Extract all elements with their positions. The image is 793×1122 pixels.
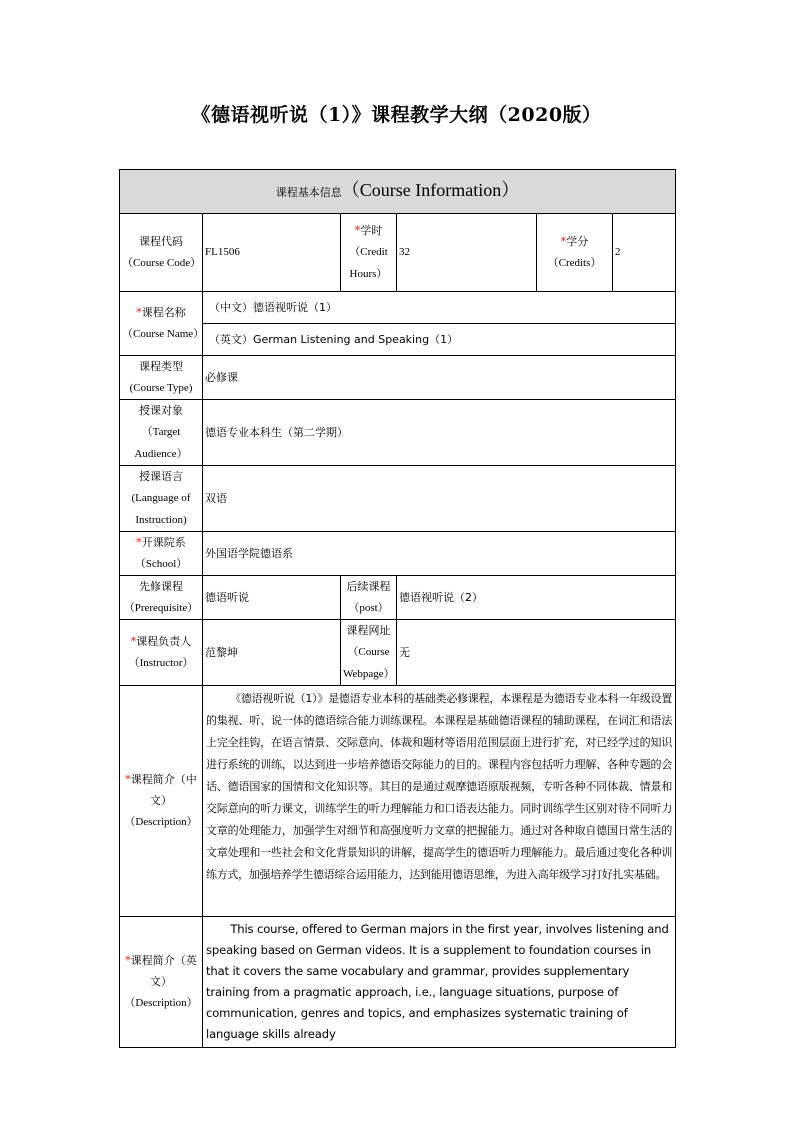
school-label: *开课院系 （School） [120, 532, 203, 576]
course-type-value: 必修课 [203, 356, 676, 400]
section-header [120, 170, 676, 214]
description-en-text: This course, offered to German majors in the first year, involves listening and speaking based on German videos. It is a supplement to foundation courses in that it covers the same vocabulary and grammar, provides supplementary training from a pragmatic approach, i.e., language situations, purpose of communication, genres and topics, and emphasizes systematic training of language skills already [206, 922, 669, 1041]
course-name-en: （英文）German Listening and Speaking（1） [203, 324, 676, 356]
course-info-table [119, 169, 676, 1048]
description-zh-cell [203, 686, 676, 917]
language-label: 授课语言 (Language of Instruction) [120, 466, 203, 532]
post-course-value: 德语视听说（2） [397, 576, 676, 620]
language-value: 双语 [203, 466, 676, 532]
credit-hours-value: 32 [397, 214, 537, 292]
credits-value: 2 [613, 214, 676, 292]
description-zh-label: *课程简介（中文） （Description） [120, 686, 203, 917]
course-code-label: 课程代码 （Course Code） [120, 214, 203, 292]
course-code-value: FL1506 [203, 214, 341, 292]
target-audience-label: 授课对象 （Target Audience） [120, 400, 203, 466]
description-en-cell [203, 917, 676, 1048]
webpage-value: 无 [397, 620, 676, 686]
school-value: 外国语学院德语系 [203, 532, 676, 576]
course-name-label: *课程名称 （Course Name） [120, 292, 203, 356]
webpage-label: 课程网址 （Course Webpage） [341, 620, 397, 686]
credits-label: *学分 （Credits） [537, 214, 613, 292]
document-title: 《德语视听说（1）》课程教学大纲（2020版） [191, 104, 602, 126]
target-audience-value: 德语专业本科生（第二学期） [203, 400, 676, 466]
course-type-label: 课程类型 (Course Type) [120, 356, 203, 400]
section-header-zh: 课程基本信息 [275, 186, 342, 199]
section-header-en: （Course Information） [341, 180, 520, 200]
description-en-label: *课程简介（英文） （Description） [120, 917, 203, 1048]
prerequisite-value: 德语听说 [203, 576, 341, 620]
post-course-label: 后续课程 （post） [341, 576, 397, 620]
prerequisite-label: 先修课程 （Prerequisite） [120, 576, 203, 620]
description-zh-text: 《德语视听说（1）》是德语专业本科的基础类必修课程，本课程是为德语专业本科一年级设置的集视、听、说一体的德语综合能力训练课程。本课程是基础德语课程的辅助课程，在词汇和语法上完全挂钩，在语言情景、交际意向、体裁和题材等语用范围层面上进行扩充，对已经学过的知识进行系统的训练，以达到进一步培养德语交际能力的目的。课程内容包括听力理解、各种专题的会话、德语国家的国情和文化知识等。其目的是通过观摩德语原版视频，专听各种不同体裁、情景和交际意向的听力课文，训练学生的听力理解能力和口语表达能力。同时训练学生区别对待不同听力文章的处理能力，加强学生对细节和高强度听力文章的把握能力。通过对各种取自德国日常生活的文章处理和一些社会和文化背景知识的讲解，提高学生的德语听力理解能力。最后通过变化各种训练方式，加强培养学生德语综合运用能力，达到能用德语思维，为进入高年级学习打好扎实基础。 [206, 692, 673, 881]
instructor-value: 范黎坤 [203, 620, 341, 686]
credit-hours-label: *学时 （Credit Hours） [341, 214, 397, 292]
course-name-zh: （中文）德语视听说（1） [203, 292, 676, 324]
instructor-label: *课程负责人 （Instructor） [120, 620, 203, 686]
